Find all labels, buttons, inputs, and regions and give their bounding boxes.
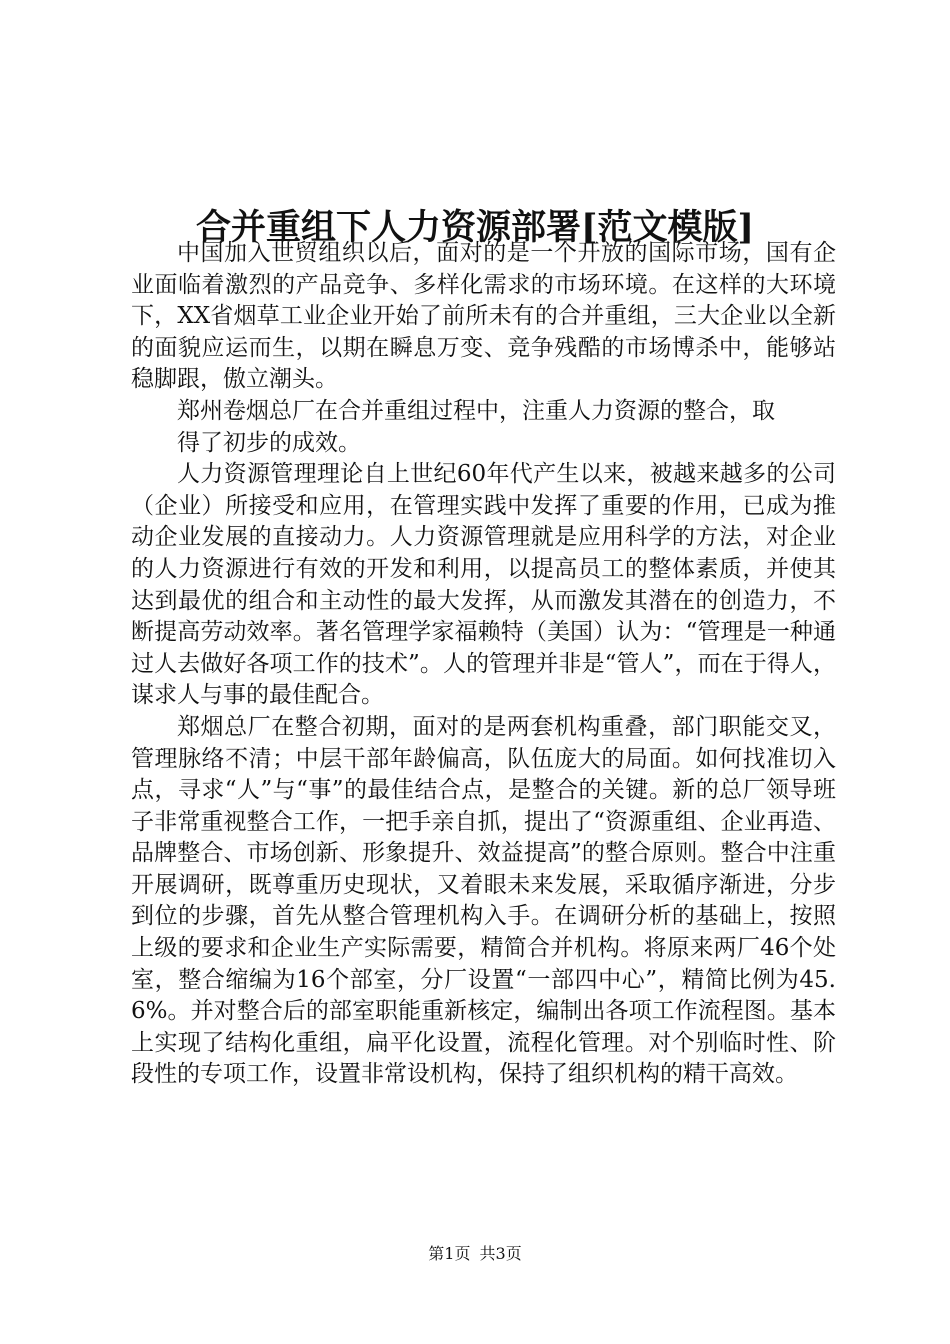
paragraph-zhengzhou-summary-continued: 得了初步的成效。 [177, 429, 361, 456]
document-title: 合并重组下人力资源部署[范文模版] [195, 207, 755, 249]
page-total: 共3页 [479, 1244, 522, 1263]
paragraph-intro: 中国加入世贸组织以后，面对的是一个开放的国际市场，国有企业面临着激烈的产品竞争、多样化需求的市场环境。在这样的大环境下，XX省烟草工业企业开始了前所未有的合并重组，三大企业以全新的面貌应运而生，以期在瞬息万变、竞争残酷的市场博杀中，能够站稳脚跟，傲立潮头。 [131, 240, 836, 393]
page-footer [0, 1243, 950, 1265]
paragraph-integration: 郑烟总厂在整合初期，面对的是两套机构重叠，部门职能交叉，管理脉络不清；中层干部年龄偏高，队伍庞大的局面。如何找准切入点，寻求“人”与“事”的最佳结合点，是整合的关键。新的总厂领导班子非常重视整合工作，一把手亲自抓，提出了“资源重组、企业再造、品牌整合、市场创新、形象提升、效益提高”的整合原则。整合中注重开展调研，既尊重历史现状，又着眼未来发展，采取循序渐进，分步到位的步骤，首先从整合管理机构入手。在调研分析的基础上，按照上级的要求和企业生产实际需要，精简合并机构。将原来两厂46个处室，整合缩编为16个部室，分厂设置“一部四中心”，精简比例为45.6%。并对整合后的部室职能重新核定，编制出各项工作流程图。基本上实现了结构化重组，扁平化设置，流程化管理。对个别临时性、阶段性的专项工作，设置非常设机构，保持了组织机构的精干高效。 [131, 713, 836, 1088]
document-body [131, 238, 836, 1091]
paragraph-zhengzhou-summary: 郑州卷烟总厂在合并重组过程中，注重人力资源的整合，取 [177, 397, 775, 424]
paragraph-hr-theory: 人力资源管理理论自上世纪60年代产生以来，被越来越多的公司（企业）所接受和应用，在管理实践中发挥了重要的作用，已成为推动企业发展的直接动力。人力资源管理就是应用科学的方法，对企业的人力资源进行有效的开发和利用，以提高员工的整体素质，并使其达到最优的组合和主动性的最大发挥，从而激发其潜在的创造力，不断提高劳动效率。著名管理学家福赖特（美国）认为：“管理是一种通过人去做好各项工作的技术”。人的管理并非是“管人”，而在于得人，谋求人与事的最佳配合。 [131, 461, 836, 709]
page-number: 第1页 [428, 1244, 471, 1263]
